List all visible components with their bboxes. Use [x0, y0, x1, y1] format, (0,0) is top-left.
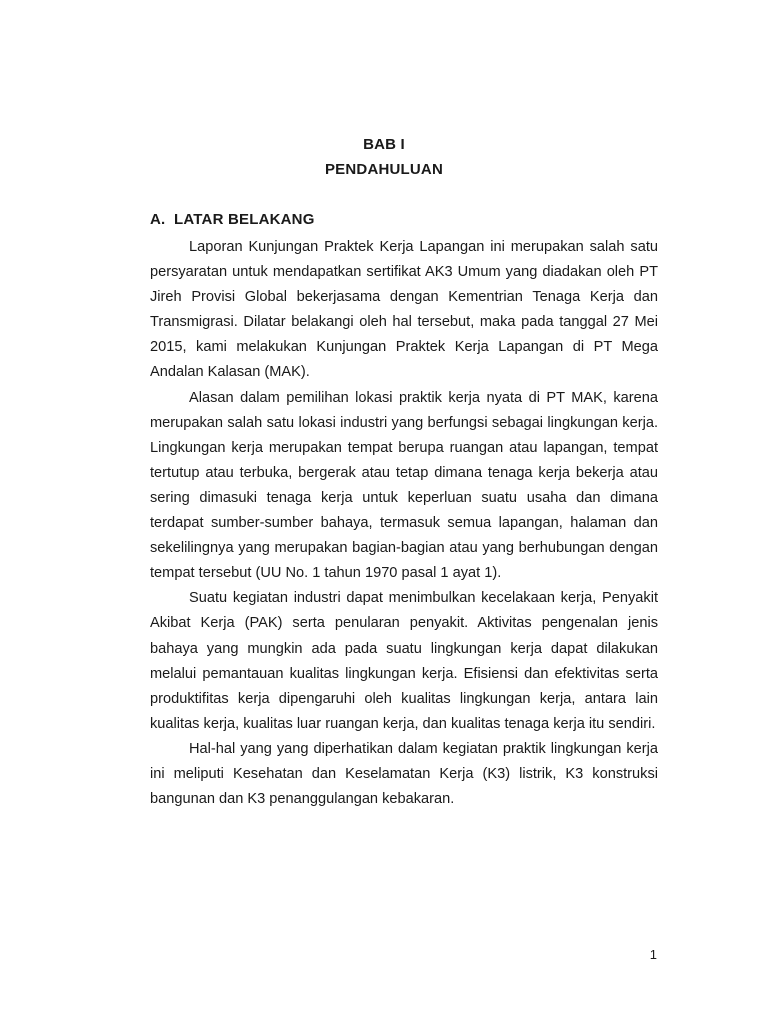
paragraph: Laporan Kunjungan Praktek Kerja Lapangan ini merupakan salah satu persyaratan untuk mendapatkan sertifikat AK3 Umum yang diadakan oleh PT Jireh Provisi Global bekerjasama dengan Kementrian Tenaga Kerja dan Transmigrasi. Dilatar belakangi oleh hal tersebut, maka pada tanggal 27 Mei 2015, kami melakukan Kunjungan Praktek Kerja Lapangan di PT Mega Andalan Kalasan (MAK). [150, 239, 658, 381]
page-number: 1 [649, 947, 657, 962]
body-text [150, 235, 658, 812]
section-heading [150, 211, 315, 228]
section-number: A. [150, 211, 166, 228]
section-title: LATAR BELAKANG [174, 211, 315, 228]
paragraph: Hal-hal yang yang diperhatikan dalam kegiatan praktik lingkungan kerja ini meliputi Kesehatan dan Keselamatan Kerja (K3) listrik, K3 konstruksi bangunan dan K3 penanggulangan kebakaran. [150, 740, 658, 808]
paragraph: Alasan dalam pemilihan lokasi praktik kerja nyata di PT MAK, karena merupakan salah satu lokasi industri yang berfungsi sebagai lingkungan kerja. Lingkungan kerja merupakan tempat berupa ruangan atau lapangan, tempat tertutup atau terbuka, bergerak atau tetap dimana tenaga kerja bekerja atau sering dimasuki tenaga kerja untuk keperluan suatu usaha dan dimana terdapat sumber-sumber bahaya, termasuk semua lapangan, halaman dan sekelilingnya yang merupakan bagian-bagian atau yang berhubungan dengan tempat tersebut (UU No. 1 tahun 1970 pasal 1 ayat 1). [150, 389, 658, 582]
paragraph: Suatu kegiatan industri dapat menimbulkan kecelakaan kerja, Penyakit Akibat Kerja (PAK) serta penularan penyakit. Aktivitas pengenalan jenis bahaya yang mungkin ada pada suatu lingkungan kerja dapat dilakukan melalui pemantauan kualitas lingkungan kerja. Efisiensi dan efektivitas serta produktifitas kerja dipengaruhi oleh kualitas lingkungan kerja, antara lain kualitas kerja, kualitas luar ruangan kerja, dan kualitas tenaga kerja itu sendiri. [150, 590, 658, 732]
chapter-label: BAB I [363, 136, 405, 153]
chapter-title: PENDAHULUAN [324, 161, 444, 178]
